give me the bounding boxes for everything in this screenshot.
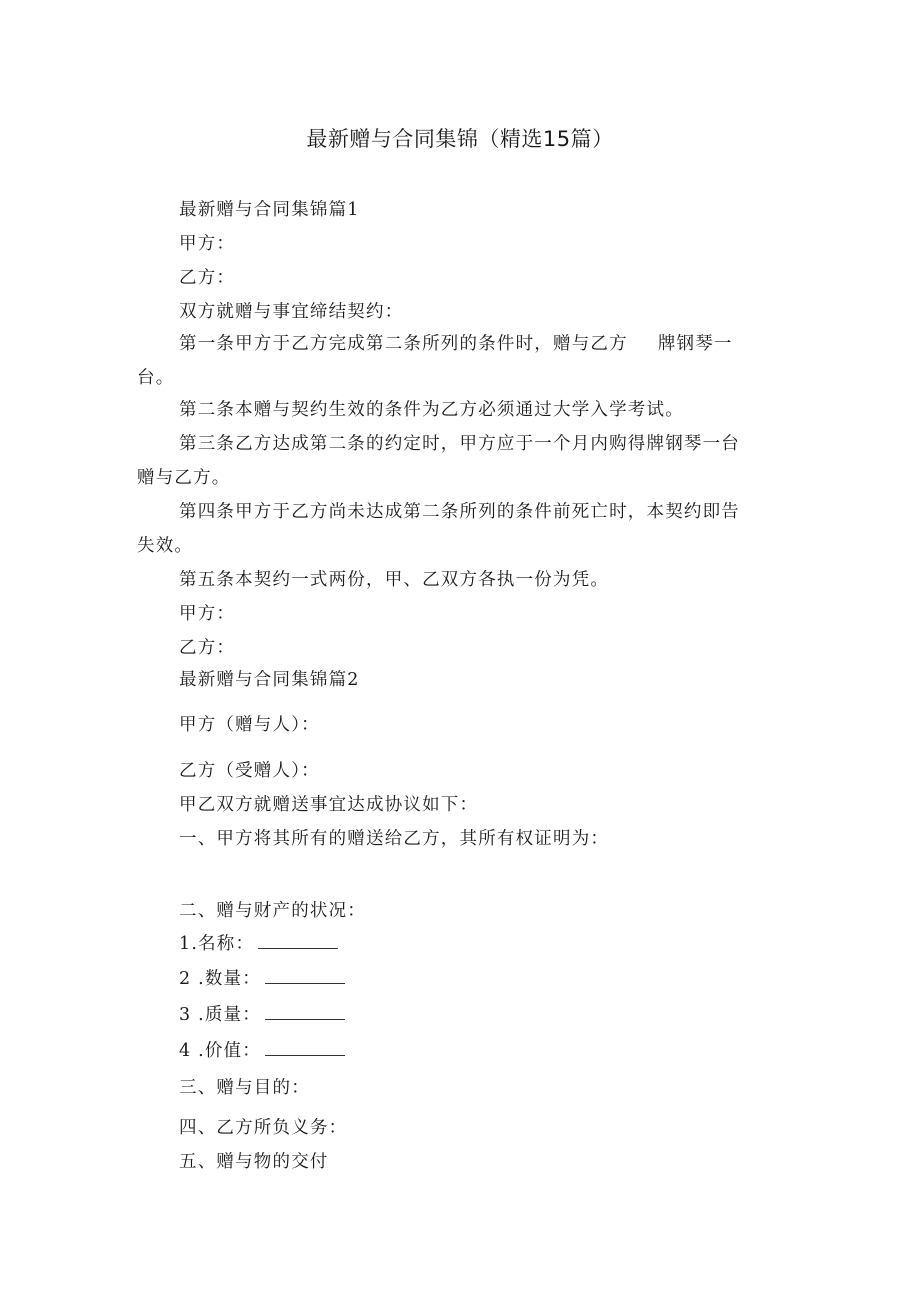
article-4-continued: 失效。 (137, 536, 194, 556)
donee-label: 乙方（受赠人）： (179, 761, 320, 781)
quality-blank-line (265, 1004, 345, 1020)
article-3: 第三条乙方达成第二条的约定时，甲方应于一个月内购得牌钢琴一台 (179, 434, 740, 454)
item-4: 四、乙方所负义务： (179, 1118, 348, 1138)
field-quality (179, 1004, 345, 1026)
agreement-intro: 甲乙双方就赠送事宜达成协议如下： (179, 795, 479, 815)
section-heading-2: 最新赠与合同集锦篇2 (179, 670, 360, 690)
article-1-text: 第一条甲方于乙方完成第二条所列的条件时，赠与乙方 (179, 334, 628, 354)
field-value-label: 4 .价值： (179, 1041, 261, 1061)
article-1-continued: 台。 (137, 368, 175, 388)
field-value (179, 1040, 345, 1062)
article-1-tail: 牌钢琴一 (657, 334, 733, 354)
article-5: 第五条本契约一式两份，甲、乙双方各执一份为凭。 (179, 570, 610, 590)
item-3: 三、赠与目的： (179, 1078, 310, 1098)
field-name (179, 933, 338, 955)
document-title: 最新赠与合同集锦（精选15篇） (306, 127, 614, 151)
article-2: 第二条本赠与契约生效的条件为乙方必须通过大学入学考试。 (179, 400, 684, 420)
field-quantity (179, 968, 345, 990)
value-blank-line (265, 1040, 345, 1056)
item-2: 二、赠与财产的状况： (179, 901, 366, 921)
article-4: 第四条甲方于乙方尚未达成第二条所列的条件前死亡时，本契约即告 (179, 502, 740, 522)
party-a-label: 甲方： (179, 234, 236, 254)
signature-party-b: 乙方： (179, 638, 236, 658)
signature-party-a: 甲方： (179, 604, 236, 624)
party-b-label: 乙方： (179, 268, 236, 288)
item-5: 五、赠与物的交付 (179, 1152, 329, 1172)
field-name-label: 1.名称： (179, 934, 255, 954)
item-1: 一、甲方将其所有的赠送给乙方，其所有权证明为： (179, 829, 610, 849)
donor-label: 甲方（赠与人）： (179, 715, 320, 735)
section-heading-1: 最新赠与合同集锦篇1 (179, 200, 360, 220)
article-3-continued: 赠与乙方。 (137, 468, 231, 488)
field-quantity-label: 2 .数量： (179, 969, 261, 989)
field-quality-label: 3 .质量： (179, 1005, 261, 1025)
name-blank-line (258, 933, 338, 949)
intro-text: 双方就赠与事宜缔结契约： (179, 302, 404, 322)
quantity-blank-line (265, 968, 345, 984)
article-1 (179, 333, 733, 355)
